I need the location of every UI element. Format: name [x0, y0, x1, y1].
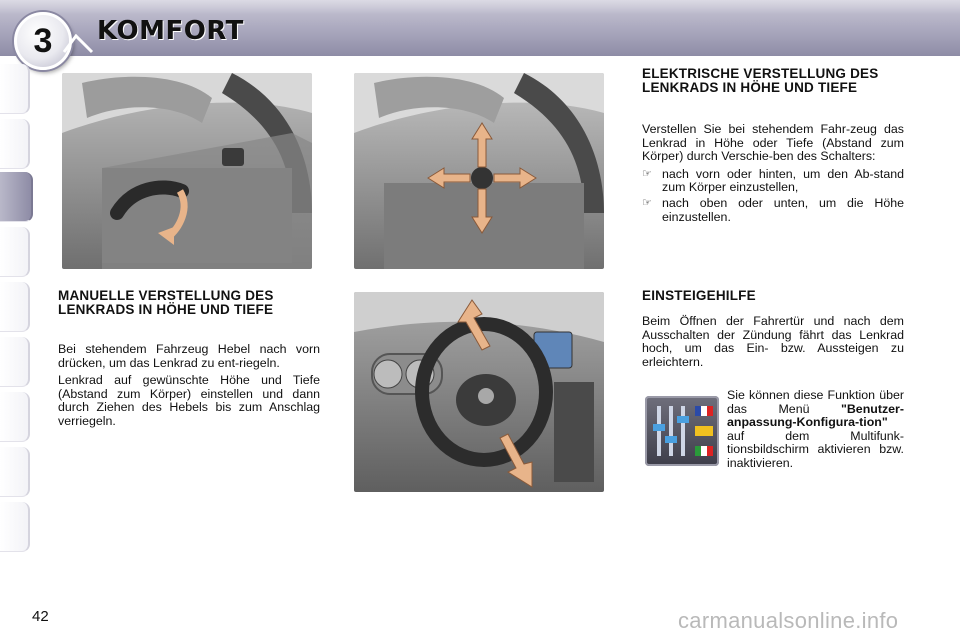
electric-adjustment-text: [642, 123, 904, 224]
electric-paragraph: Verstellen Sie bei stehendem Fahr-zeug das Lenkrad in Höhe oder Tiefe (Abstand zum Körper) durch Verschie-ben des Schalters:: [642, 122, 904, 164]
entry-aid-text: [642, 315, 904, 373]
title-swoosh-decoration: [62, 34, 94, 54]
chapter-tab-4[interactable]: [0, 227, 30, 277]
note-text-end: auf dem Multifunk-tionsbildschirm aktivieren bzw. inaktivieren.: [727, 428, 904, 470]
settings-menu-icon: [645, 396, 719, 466]
chapter-tab-2[interactable]: [0, 119, 30, 169]
header-shine: [0, 0, 960, 14]
manual-adjustment-text: [58, 343, 320, 433]
manual-paragraph-1: Bei stehendem Fahrzeug Hebel nach vorn drücken, um das Lenkrad zu ent-riegeln.: [58, 342, 320, 370]
chapter-title: KOMFORT: [97, 16, 244, 46]
chapter-tab-7[interactable]: [0, 392, 30, 442]
entry-aid-paragraph: Beim Öffnen der Fahrertür und nach dem Ausschalten der Zündung fährt das Lenkrad hoch, um das Ein- bzw. Aussteigen zu erleichtern.: [642, 314, 904, 369]
chapter-tab-6[interactable]: [0, 337, 30, 387]
chapter-tab-9[interactable]: [0, 502, 30, 552]
steering-wheel-photo: [354, 292, 604, 492]
pointing-hand-icon: ☞: [642, 196, 652, 209]
bullet-item-distance: [642, 168, 904, 195]
note-menu-name: "Benutzer-anpassung-Konfigura-tion": [727, 401, 904, 430]
electric-switch-photo: [354, 73, 604, 269]
bullet-item-height: [642, 197, 904, 224]
note-text-start: Sie können diese Funktion über das Menü: [727, 388, 904, 416]
chapter-tabs: [0, 64, 34, 574]
chapter-number: 3: [33, 22, 53, 60]
bullet-text-height: nach oben oder unten, um die Höhe einzustellen.: [662, 195, 904, 224]
manual-paragraph-2: Lenkrad auf gewünschte Höhe und Tiefe (Abstand zum Körper) einstellen und dann durch Ziehen des Hebels bis zum Anschlag verriegeln.: [58, 373, 320, 428]
pointing-hand-icon: ☞: [642, 167, 652, 180]
page-number: 42: [32, 608, 49, 625]
chapter-tab-1[interactable]: [0, 64, 30, 114]
entry-aid-heading: EINSTEIGEHILFE: [642, 288, 756, 303]
electric-adjustment-heading: ELEKTRISCHE VERSTELLUNG DES LENKRADS IN HÖHE UND TIEFE: [642, 66, 879, 95]
chapter-tab-8[interactable]: [0, 447, 30, 497]
bullet-text-distance: nach vorn oder hinten, um den Ab-stand zum Körper einzustellen,: [662, 166, 904, 195]
manual-adjustment-heading: MANUELLE VERSTELLUNG DES LENKRADS IN HÖHE UND TIEFE: [58, 288, 274, 317]
chapter-tab-5[interactable]: [0, 282, 30, 332]
chapter-tab-3-active[interactable]: [0, 172, 33, 222]
watermark: carmanualsonline.info: [678, 608, 899, 633]
entry-aid-note: [727, 389, 904, 471]
manual-lever-photo: [62, 73, 312, 269]
